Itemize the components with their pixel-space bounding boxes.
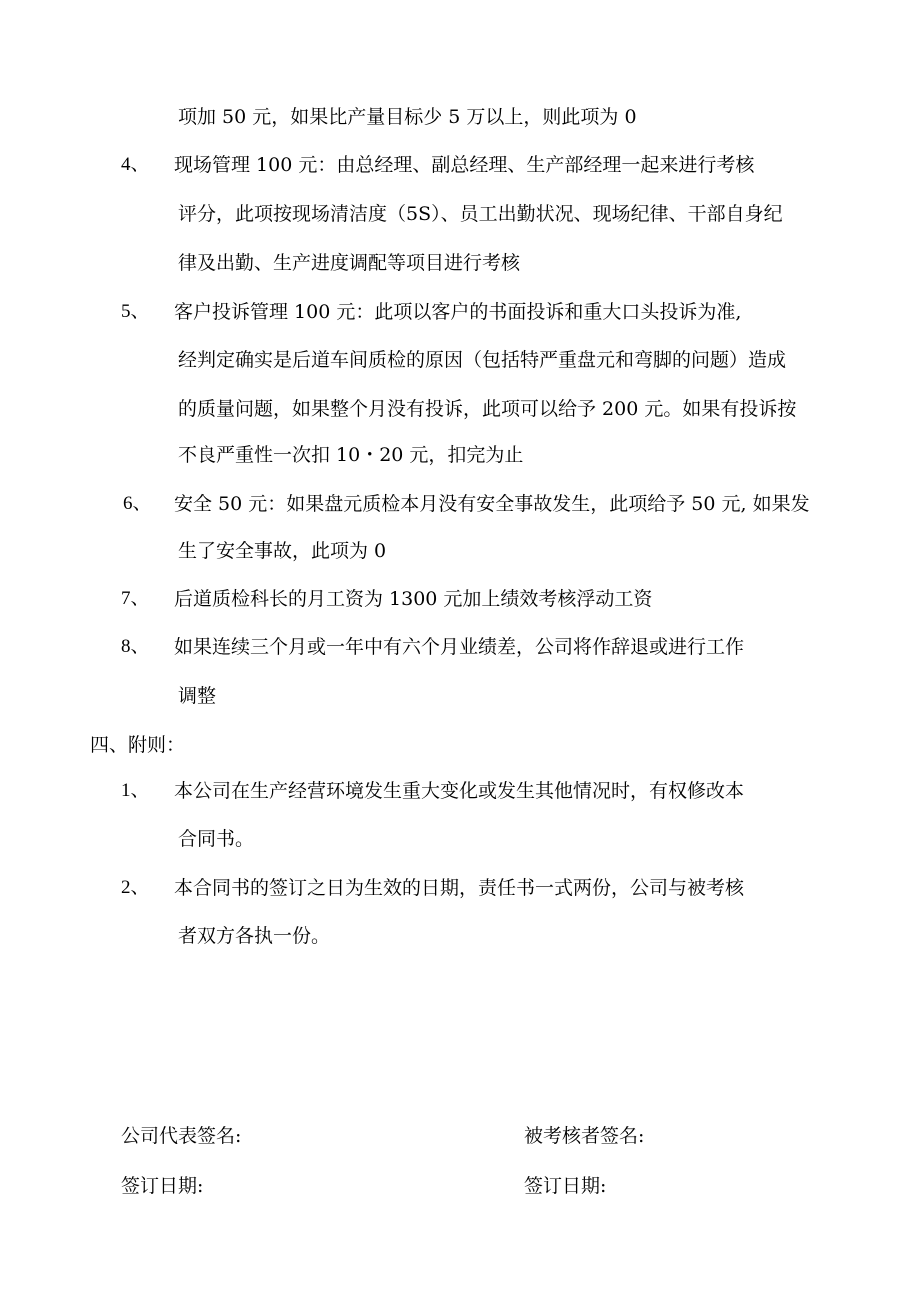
company-signature-label: 公司代表签名: [121, 1125, 242, 1147]
item-5-number: 5、 [121, 301, 150, 322]
appendix-1-line-2: 合同书。 [178, 828, 255, 850]
assessee-signature-label: 被考核者签名: [524, 1125, 645, 1147]
appendix-1-line-1: 本公司在生产经营环境发生重大变化或发生其他情况时，有权修改本 [174, 780, 745, 802]
item-8-number: 8、 [121, 636, 150, 657]
item-6-line-1: 安全 50 元：如果盘元质检本月没有安全事故发生，此项给予 50 元, 如果发 [174, 493, 810, 515]
item-7-line-1: 后道质检科长的月工资为 1300 元加上绩效考核浮动工资 [174, 588, 653, 610]
item-5-line-4: 不良严重性一次扣 10・20 元，扣完为止 [178, 444, 524, 466]
appendix-2-line-1: 本合同书的签订之日为生效的日期，责任书一式两份，公司与被考核 [174, 877, 745, 899]
item-3-continuation: 项加 50 元，如果比产量目标少 5 万以上，则此项为 0 [178, 106, 637, 128]
appendix-2-number: 2、 [121, 877, 150, 898]
item-5-line-1: 客户投诉管理 100 元：此项以客户的书面投诉和重大口头投诉为准, [174, 301, 742, 323]
item-7-number: 7、 [121, 588, 150, 609]
assessee-date-label: 签订日期: [524, 1175, 607, 1197]
appendix-1-number: 1、 [121, 780, 150, 801]
item-4-line-1: 现场管理 100 元：由总经理、副总经理、生产部经理一起来进行考核 [174, 154, 755, 176]
item-6-line-2: 生了安全事故，此项为 0 [178, 540, 387, 562]
item-8-line-1: 如果连续三个月或一年中有六个月业绩差，公司将作辞退或进行工作 [174, 636, 745, 658]
item-5-line-2: 经判定确实是后道车间质检的原因（包括特严重盘元和弯脚的问题）造成 [178, 349, 787, 371]
company-date-label: 签订日期: [121, 1175, 204, 1197]
item-4-line-2: 评分，此项按现场清洁度（5S）、员工出勤状况、现场纪律、干部自身纪 [178, 203, 783, 225]
item-4-line-3: 律及出勤、生产进度调配等项目进行考核 [178, 252, 521, 274]
appendix-heading: 四、附则： [90, 734, 186, 756]
appendix-2-line-2: 者双方各执一份。 [178, 925, 331, 947]
item-8-line-2: 调整 [178, 685, 217, 707]
item-6-number: 6、 [123, 493, 152, 514]
item-4-number: 4、 [121, 154, 150, 175]
item-5-line-3: 的质量问题，如果整个月没有投诉，此项可以给予 200 元。如果有投诉按 [178, 398, 797, 420]
